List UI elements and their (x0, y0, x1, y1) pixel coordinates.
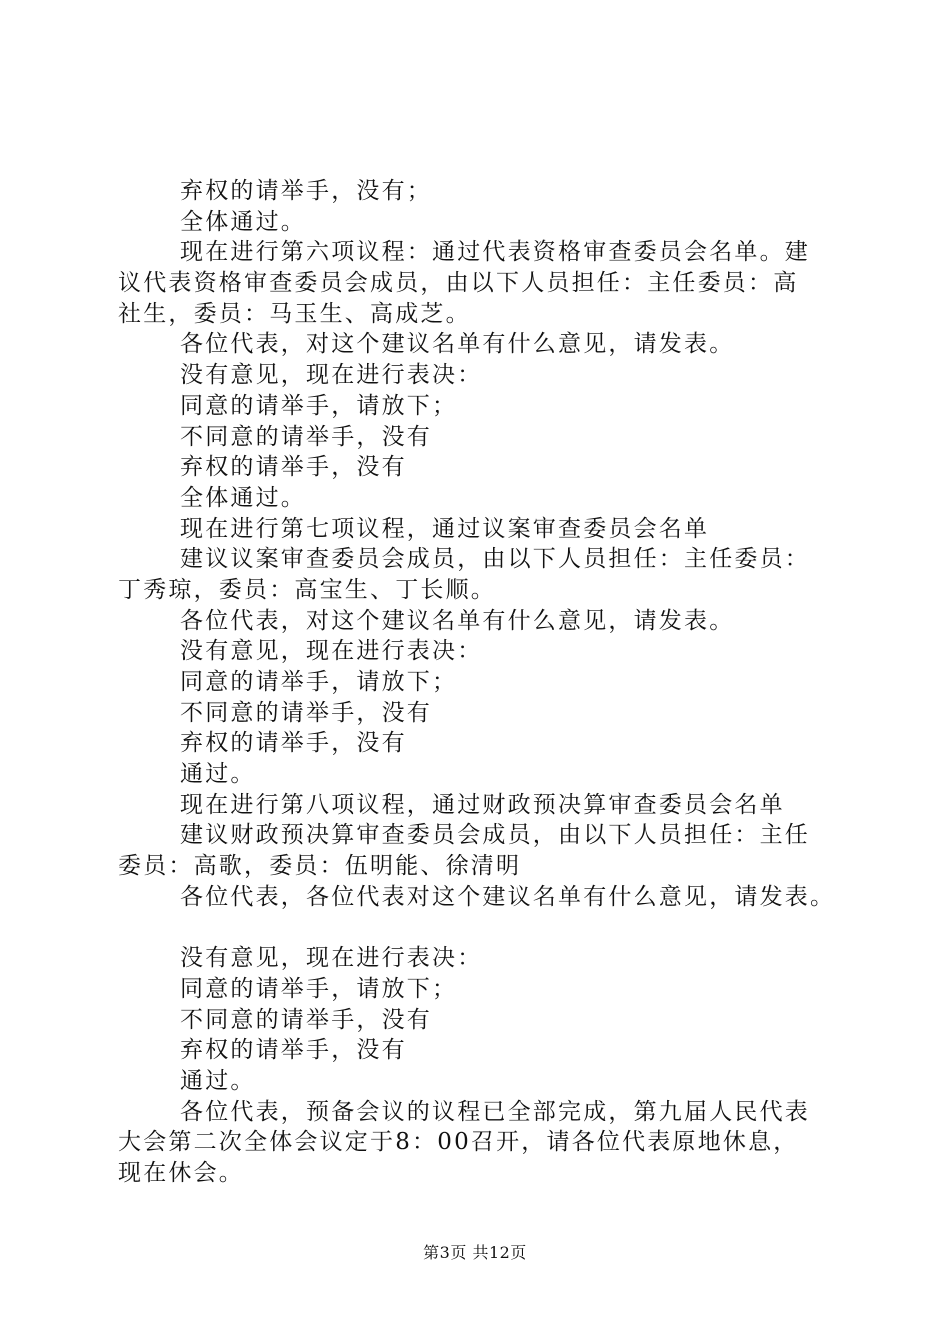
text-line: 不同意的请举手，没有 (180, 423, 432, 450)
text-line: 建议财政预决算审查委员会成员，由以下人员担任：主任 (180, 822, 810, 849)
text-line: 各位代表，对这个建议名单有什么意见，请发表。 (180, 331, 735, 358)
text-line: 同意的请举手，请放下； (180, 392, 458, 419)
text-line: 通过。 (180, 761, 256, 788)
text-line: 通过。 (180, 1067, 256, 1094)
document-body (118, 176, 848, 1189)
text-line: 没有意见，现在进行表决： (180, 945, 483, 972)
text-line: 社生，委员：马玉生、高成芝。 (118, 300, 471, 327)
blank-line (118, 913, 848, 944)
text-line: 现在休会。 (118, 1160, 244, 1186)
text-line: 不同意的请举手，没有 (180, 699, 432, 726)
text-line: 全体通过。 (180, 208, 306, 235)
text-line: 建议议案审查委员会成员，由以下人员担任：主任委员： (180, 546, 810, 573)
text-line: 丁秀琼，委员：高宝生、丁长顺。 (118, 576, 496, 603)
text-line: 现在进行第六项议程：通过代表资格审查委员会名单。建 (180, 239, 810, 266)
text-line: 同意的请举手，请放下； (180, 669, 458, 695)
text-line: 弃权的请举手，没有 (180, 1037, 407, 1064)
text-line: 各位代表，各位代表对这个建议名单有什么意见，请发表。 (180, 883, 836, 910)
text-line: 大会第二次全体会议定于8：00召开，请各位代表原地休息， (118, 1129, 799, 1156)
text-line: 各位代表，对这个建议名单有什么意见，请发表。 (180, 607, 735, 634)
text-line: 没有意见，现在进行表决： (180, 638, 483, 665)
page-footer: 第3页 共12页 (423, 1243, 527, 1262)
text-line: 各位代表，预备会议的议程已全部完成，第九届人民代表 (180, 1098, 810, 1125)
text-line: 委员：高歌，委员：伍明能、徐清明 (118, 853, 522, 880)
text-line: 弃权的请举手，没有 (180, 454, 407, 481)
text-line: 弃权的请举手，没有 (180, 730, 407, 757)
text-line: 现在进行第七项议程，通过议案审查委员会名单 (180, 515, 710, 542)
text-line: 现在进行第八项议程，通过财政预决算审查委员会名单 (180, 791, 785, 818)
text-line: 同意的请举手，请放下； (180, 975, 458, 1002)
text-line: 弃权的请举手，没有； (180, 178, 432, 204)
text-line: 议代表资格审查委员会成员，由以下人员担任：主任委员：高 (118, 270, 799, 297)
text-line: 没有意见，现在进行表决： (180, 362, 483, 389)
text-line: 不同意的请举手，没有 (180, 1006, 432, 1033)
text-line: 全体通过。 (180, 484, 306, 511)
